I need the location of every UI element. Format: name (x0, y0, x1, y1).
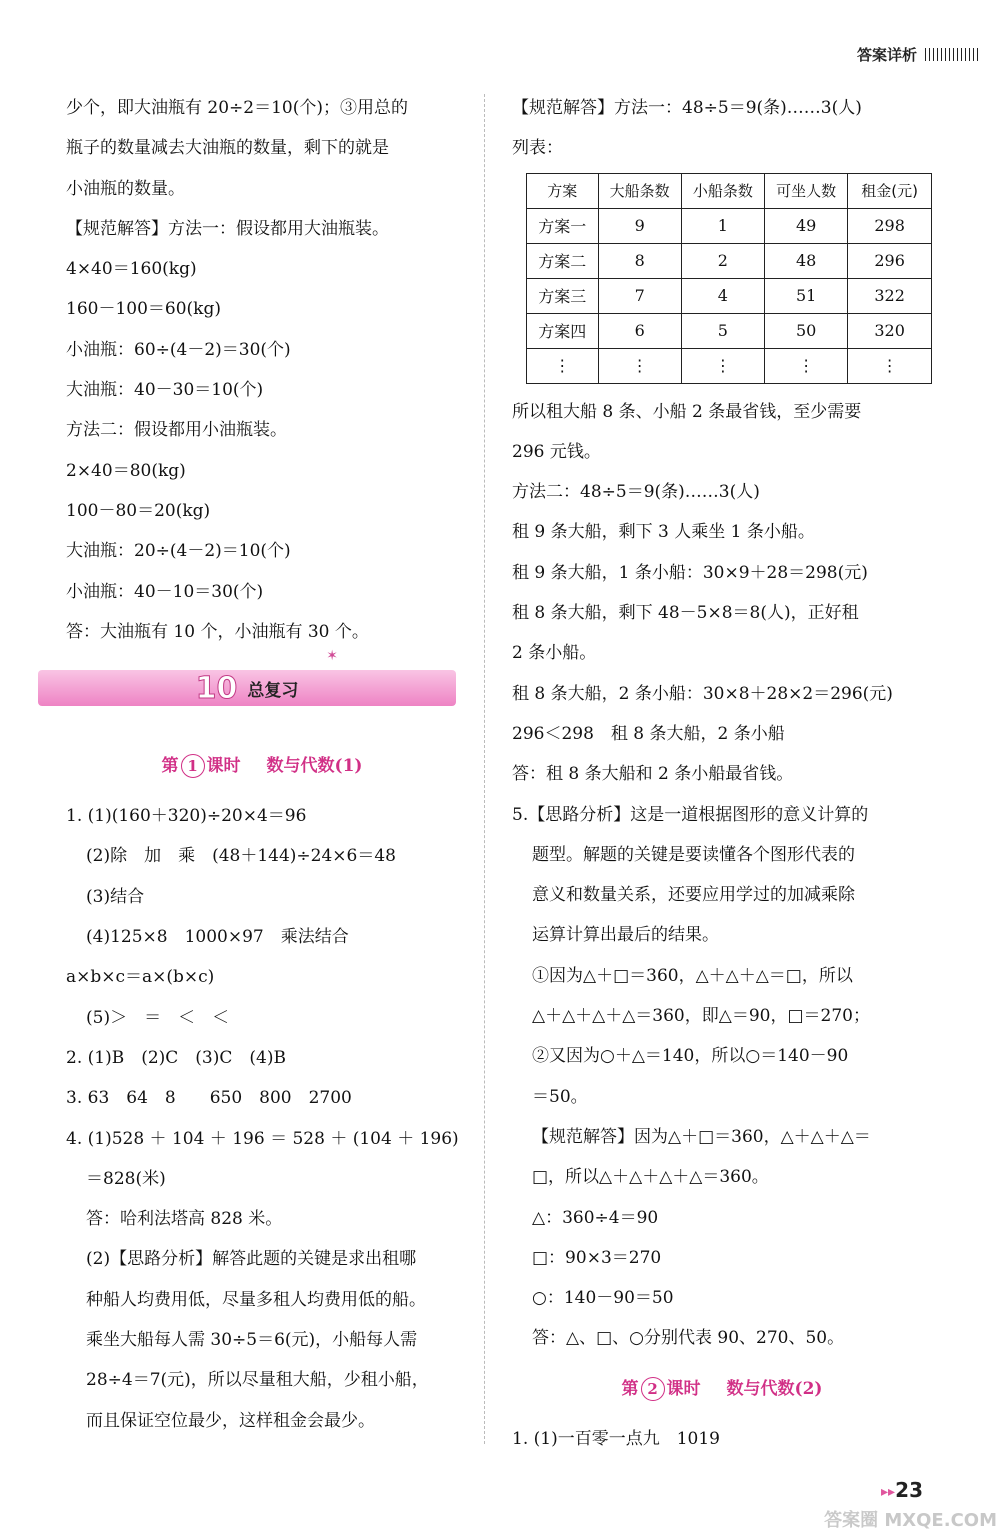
table-cell: 48 (764, 243, 847, 278)
table-cell: ⋮ (848, 348, 932, 383)
table-cell: 49 (764, 208, 847, 243)
text-line: 答：大油瓶有 10 个，小油瓶有 30 个。 (66, 621, 369, 642)
text-line: 答：△、□、○分别代表 90、270、50。 (532, 1328, 845, 1349)
table-cell: 296 (848, 243, 932, 278)
right-text-block-b (512, 392, 932, 1359)
table-header-cell: 租金(元) (848, 173, 932, 208)
table-cell: 方案二 (527, 243, 599, 278)
lesson-topic: 数与代数(1) (266, 756, 363, 777)
text-line: 租 8 条大船，剩下 48－5×8＝8(人)，正好租 (512, 603, 859, 624)
text-line: □，所以△＋△＋△＋△＝360。 (532, 1167, 769, 1188)
lesson-prefix: 第 (161, 756, 179, 777)
header-bars-decoration (925, 48, 981, 61)
table-cell: 7 (598, 278, 681, 313)
lesson-heading-2 (512, 1359, 932, 1419)
text-line: ○：140－90＝50 (532, 1288, 674, 1309)
text-line: 【规范解答】方法一：48÷5＝9(条)……3(人) (512, 98, 862, 118)
text-line: 4×40＝160(kg) (66, 259, 197, 280)
table-header-cell: 大船条数 (598, 173, 681, 208)
left-text-block-b (66, 796, 458, 1441)
text-line: 2. (1)B (2)C (3)C (4)B (66, 1047, 286, 1068)
text-line: 4. (1)528 ＋ 104 ＋ 196 ＝ 528 ＋ (104 ＋ 196) (66, 1128, 459, 1149)
text-line: 题型。解题的关键是要读懂各个图形代表的 (532, 844, 855, 865)
watermark: 答案圈 MXQE.COM (824, 1510, 997, 1531)
lesson-topic: 数与代数(2) (726, 1378, 823, 1399)
text-line: 28÷4＝7(元)，所以尽量租大船，少租小船， (86, 1370, 429, 1391)
lesson-suffix: 课时 (206, 756, 241, 777)
table-cell: ⋮ (527, 348, 599, 383)
text-line: 大油瓶：40－30＝10(个) (66, 380, 264, 401)
text-line: (5)＞ ＝ ＜ ＜ (86, 1007, 230, 1028)
lesson-heading-1 (66, 736, 458, 796)
lesson-suffix: 课时 (666, 1378, 701, 1399)
left-text-block-a (66, 88, 458, 652)
text-line: 方法二：假设都用小油瓶装。 (66, 420, 287, 441)
table-cell: 322 (848, 278, 932, 313)
text-line: (3)结合 (86, 886, 145, 907)
text-line: △＋△＋△＋△＝360，即△＝90，□＝270； (532, 1006, 870, 1027)
text-line: 意义和数量关系，还要应用学过的加减乘除 (532, 885, 855, 906)
text-line: 租 8 条大船，2 条小船：30×8＋28×2＝296(元) (512, 683, 893, 704)
table-cell: 方案四 (527, 313, 599, 348)
column-divider (484, 94, 485, 1444)
table-row (527, 243, 932, 278)
section-header (857, 44, 981, 65)
text-line: a×b×c＝a×(b×c) (66, 967, 215, 988)
table-cell: 4 (681, 278, 764, 313)
text-line: 而且保证空位最少，这样租金会最少。 (86, 1410, 375, 1431)
table-header-cell: 小船条数 (681, 173, 764, 208)
text-line: 租 9 条大船，1 条小船：30×9＋28＝298(元) (512, 562, 868, 583)
table-cell: 方案三 (527, 278, 599, 313)
text-line: 小油瓶：40－10＝30(个) (66, 581, 264, 602)
text-line: 运算计算出最后的结果。 (532, 925, 719, 946)
text-line: 1. (1)(160＋320)÷20×4＝96 (66, 806, 307, 827)
text-line: 5.【思路分析】这是一道根据图形的意义计算的 (512, 804, 869, 825)
right-text-block-c (512, 1419, 932, 1459)
text-line: ＝50。 (532, 1086, 588, 1107)
lesson-number: 1 (181, 754, 205, 778)
text-line: 方法二：48÷5＝9(条)……3(人) (512, 482, 760, 503)
table-header-cell: 可坐人数 (764, 173, 847, 208)
text-line: ＝828(米) (86, 1168, 166, 1189)
text-line: 【规范解答】因为△＋□＝360，△＋△＋△＝ (532, 1126, 871, 1147)
table-cell: 方案一 (527, 208, 599, 243)
table-cell: ⋮ (681, 348, 764, 383)
chapter-number: 10 (195, 670, 238, 706)
table-cell: 320 (848, 313, 932, 348)
table-cell: 50 (764, 313, 847, 348)
text-line: 2 条小船。 (512, 643, 597, 664)
text-line: 小油瓶：60÷(4－2)＝30(个) (66, 339, 291, 360)
table-row (527, 208, 932, 243)
table-cell: 298 (848, 208, 932, 243)
text-line: 租 9 条大船，剩下 3 人乘坐 1 条小船。 (512, 522, 815, 543)
table-cell: 6 (598, 313, 681, 348)
right-column (512, 88, 932, 1459)
text-line: ②又因为○＋△＝140，所以○＝140－90 (532, 1046, 849, 1067)
text-line: 答：租 8 条大船和 2 条小船最省钱。 (512, 764, 794, 785)
table-row (527, 313, 932, 348)
text-line: 乘坐大船每人需 30÷5＝6(元)，小船每人需 (86, 1330, 418, 1351)
text-line: 3. 63 64 8 650 800 2700 (66, 1088, 352, 1109)
table-cell: 9 (598, 208, 681, 243)
text-line: 2×40＝80(kg) (66, 460, 186, 481)
text-line: (4)125×8 1000×97 乘法结合 (86, 927, 349, 948)
text-line: 100－80＝20(kg) (66, 500, 211, 521)
text-line: 列表： (512, 138, 563, 159)
text-line: 种船人均费用低，尽量多租人均费用低的船。 (86, 1289, 426, 1310)
text-line: 296＜298 租 8 条大船，2 条小船 (512, 723, 785, 744)
table-row (527, 278, 932, 313)
text-line: □：90×3＝270 (532, 1247, 662, 1268)
text-line: ①因为△＋□＝360，△＋△＋△＝□，所以 (532, 965, 853, 986)
table-cell: ⋮ (598, 348, 681, 383)
rental-plan-table (526, 173, 932, 384)
chapter-title: 总复习 (247, 680, 299, 701)
text-line: △：360÷4＝90 (532, 1207, 659, 1228)
table-cell: 8 (598, 243, 681, 278)
text-line: 160－100＝60(kg) (66, 299, 221, 320)
text-line: 瓶子的数量减去大油瓶的数量，剩下的就是 (66, 138, 389, 159)
text-line: 大油瓶：20÷(4－2)＝10(个) (66, 541, 291, 562)
text-line: 296 元钱。 (512, 441, 601, 462)
text-line: 1. (1)一百零一点九 1019 (512, 1428, 720, 1449)
table-cell: 51 (764, 278, 847, 313)
left-column (66, 88, 458, 1441)
chapter-banner (38, 648, 456, 706)
text-line: 答：哈利法塔高 828 米。 (86, 1209, 283, 1230)
page-number: 23 (895, 1478, 923, 1502)
table-cell: ⋮ (764, 348, 847, 383)
text-line: 小油瓶的数量。 (66, 178, 185, 199)
text-line: 所以租大船 8 条、小船 2 条最省钱，至少需要 (512, 401, 862, 422)
lesson-prefix: 第 (621, 1378, 639, 1399)
text-line: 【规范解答】方法一：假设都用大油瓶装。 (66, 218, 389, 239)
lesson-number: 2 (641, 1377, 665, 1401)
text-line: (2)【思路分析】解答此题的关键是求出租哪 (86, 1249, 417, 1270)
table-row (527, 348, 932, 383)
table-cell: 2 (681, 243, 764, 278)
text-line: 少个，即大油瓶有 20÷2＝10(个)；③用总的 (66, 98, 408, 118)
right-text-block-a (512, 88, 932, 169)
table-cell: 5 (681, 313, 764, 348)
page-arrow-icon: ▸▸ (880, 1484, 895, 1500)
table-cell: 1 (681, 208, 764, 243)
header-label: 答案详析 (856, 46, 917, 64)
sparkle-icon: ✶ (326, 648, 338, 665)
table-header-cell: 方案 (527, 173, 599, 208)
text-line: (2)除 加 乘 (48＋144)÷24×6＝48 (86, 846, 396, 867)
